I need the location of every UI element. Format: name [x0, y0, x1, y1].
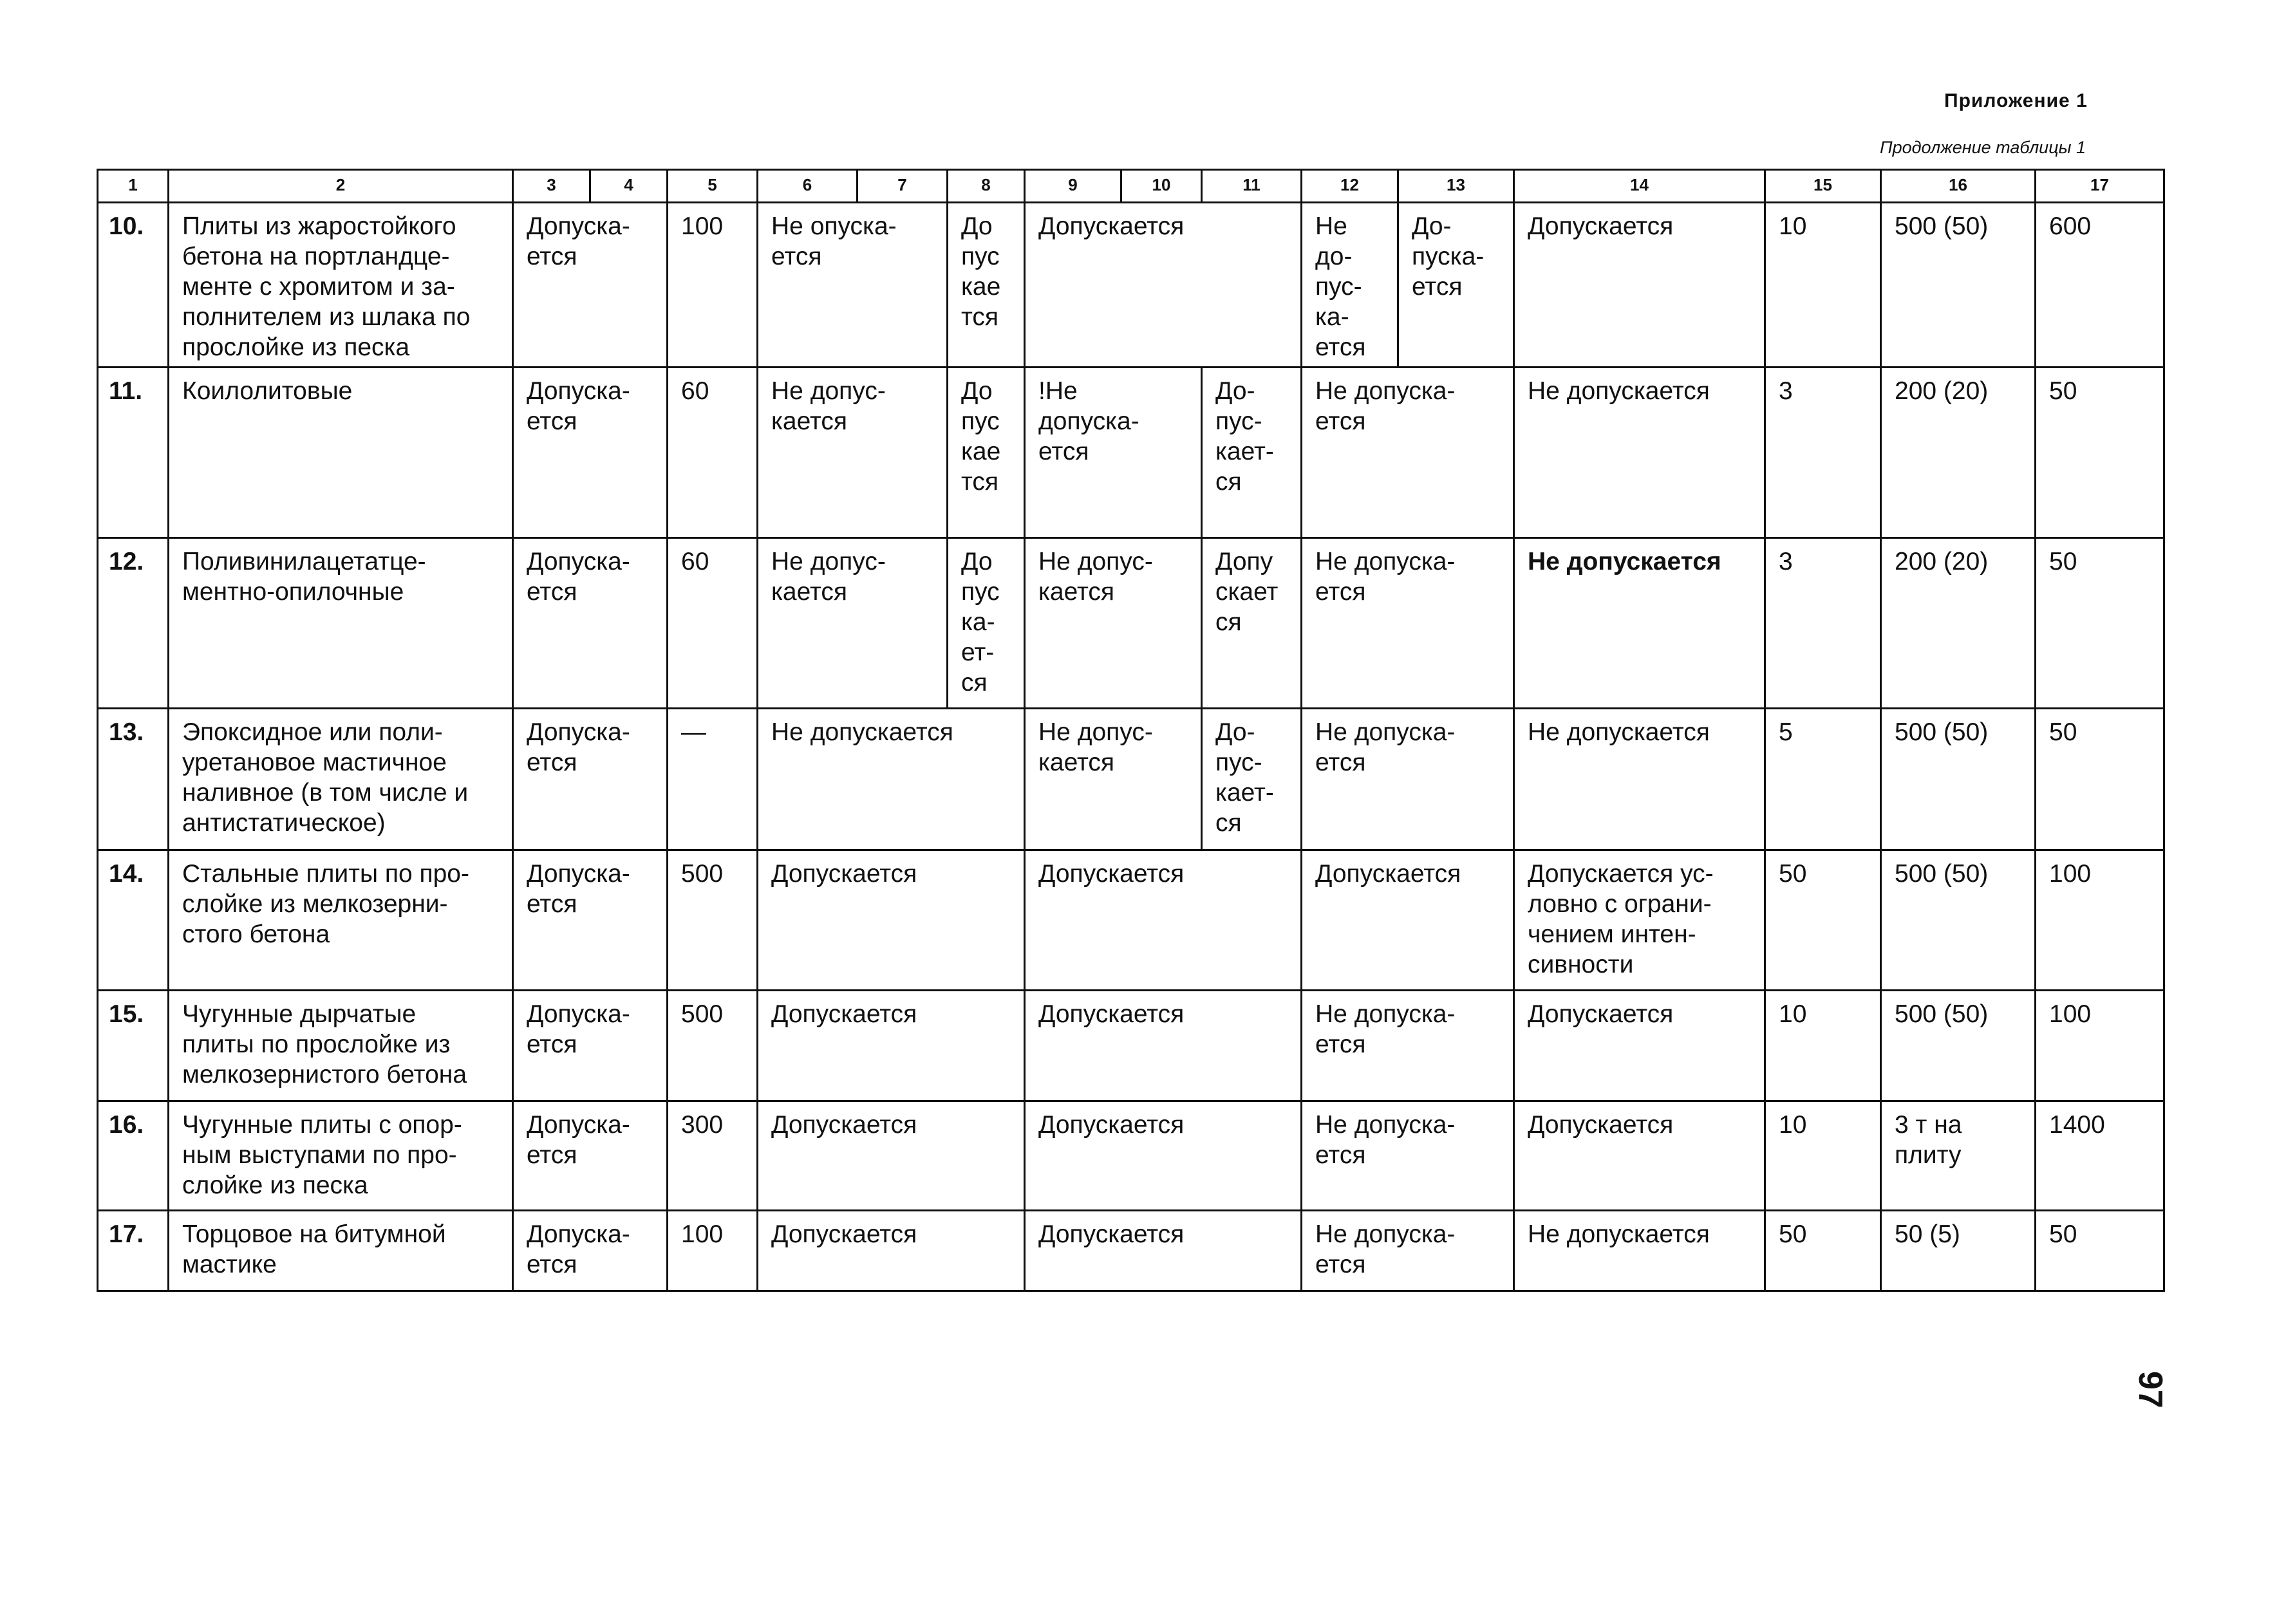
cell: Допускается	[1025, 203, 1302, 368]
cell: 100	[668, 1211, 758, 1291]
row-name: Чугунные плиты с опор- ным выступами по про- слойке из песка	[169, 1101, 513, 1211]
cell: 50	[1765, 850, 1881, 991]
cell: Допускается	[1302, 850, 1514, 991]
cell: Не допускается	[1514, 538, 1765, 709]
cell: Допуска- ется	[513, 850, 668, 991]
cell: 60	[668, 368, 758, 538]
cell: До пус кае тся	[948, 368, 1025, 538]
table-row	[98, 850, 2164, 991]
cell: 60	[668, 538, 758, 709]
column-number: 12	[1302, 170, 1398, 203]
cell: Не допускается	[758, 709, 1025, 850]
cell: Допуска- ется	[513, 203, 668, 368]
cell: 5	[1765, 709, 1881, 850]
cell: Не допускается	[1514, 368, 1765, 538]
column-number: 3	[513, 170, 590, 203]
cell: Не допуска- ется	[1302, 368, 1514, 538]
row-name: Чугунные дырчатые плиты по прослойке из мелкозернистого бетона	[169, 991, 513, 1101]
row-number: 14.	[98, 850, 169, 991]
row-number: 12.	[98, 538, 169, 709]
appendix-label: Приложение 1	[1944, 90, 2088, 111]
cell: 3	[1765, 368, 1881, 538]
row-number: 13.	[98, 709, 169, 850]
cell: Допускается	[1514, 1101, 1765, 1211]
row-number: 11.	[98, 368, 169, 538]
column-number-row	[98, 170, 2164, 203]
table-row	[98, 538, 2164, 709]
cell: Не допускается	[1514, 1211, 1765, 1291]
column-number: 5	[668, 170, 758, 203]
cell: Допуска- ется	[513, 368, 668, 538]
cell: —	[668, 709, 758, 850]
cell: Допускается	[1514, 991, 1765, 1101]
cell: 500 (50)	[1881, 991, 2036, 1101]
row-number: 15.	[98, 991, 169, 1101]
cell: Допускается	[1025, 1211, 1302, 1291]
row-number: 16.	[98, 1101, 169, 1211]
table-row	[98, 1101, 2164, 1211]
cell: 50	[2036, 709, 2164, 850]
row-name: Плиты из жаростойкого бетона на портландце- менте с хромитом и за- полнителем из шлака по прослойке из песка	[169, 203, 513, 368]
cell: До пус кае тся	[948, 203, 1025, 368]
cell: 50	[2036, 1211, 2164, 1291]
column-number: 9	[1025, 170, 1121, 203]
cell: Допускается	[1025, 991, 1302, 1101]
cell: Допускается	[1514, 203, 1765, 368]
cell: 500 (50)	[1881, 203, 2036, 368]
cell: 10	[1765, 203, 1881, 368]
column-number: 2	[169, 170, 513, 203]
cell: Допускается	[758, 1211, 1025, 1291]
column-number: 7	[857, 170, 948, 203]
cell: Допуска- ется	[513, 1101, 668, 1211]
cell: 10	[1765, 1101, 1881, 1211]
cell: 50	[2036, 368, 2164, 538]
column-number: 4	[590, 170, 668, 203]
cell: Допуска- ется	[513, 1211, 668, 1291]
cell: 200 (20)	[1881, 538, 2036, 709]
cell: Допуска- ется	[513, 709, 668, 850]
cell: Допускается	[758, 991, 1025, 1101]
table-row	[98, 1211, 2164, 1291]
cell: 10	[1765, 991, 1881, 1101]
row-name: Поливинилацетатце- ментно-опилочные	[169, 538, 513, 709]
cell: Не допускается	[1514, 709, 1765, 850]
column-number: 1	[98, 170, 169, 203]
row-name: Торцовое на битумной мастике	[169, 1211, 513, 1291]
row-number: 10.	[98, 203, 169, 368]
cell: 600	[2036, 203, 2164, 368]
cell: Допускается ус- ловно с ограни- чением интен- сивности	[1514, 850, 1765, 991]
column-number: 17	[2036, 170, 2164, 203]
cell: !Не допуска- ется	[1025, 368, 1202, 538]
cell: 300	[668, 1101, 758, 1211]
cell: Не допус- кается	[758, 368, 948, 538]
cell: 500	[668, 850, 758, 991]
cell: Не допуска- ется	[1302, 991, 1514, 1101]
cell: Не допус- кается	[758, 538, 948, 709]
column-number: 8	[948, 170, 1025, 203]
cell: 3 т на плиту	[1881, 1101, 2036, 1211]
cell: 100	[668, 203, 758, 368]
row-name: Коилолитовые	[169, 368, 513, 538]
table-row	[98, 368, 2164, 538]
table-row	[98, 203, 2164, 368]
row-name: Эпоксидное или поли- уретановое мастичное наливное (в том числе и антистатическое)	[169, 709, 513, 850]
cell: Допускается	[1025, 850, 1302, 991]
cell: Не допус- кается	[1025, 709, 1202, 850]
cell: Допускается	[758, 850, 1025, 991]
table-row	[98, 709, 2164, 850]
column-number: 10	[1121, 170, 1202, 203]
cell: Не допуска- ется	[1302, 1211, 1514, 1291]
cell: 500	[668, 991, 758, 1101]
column-number: 6	[758, 170, 857, 203]
cell: Не до- пус- ка- ется	[1302, 203, 1398, 368]
cell: Допуска- ется	[513, 538, 668, 709]
column-number: 15	[1765, 170, 1881, 203]
cell: 100	[2036, 991, 2164, 1101]
cell: Допу скает ся	[1202, 538, 1302, 709]
page-number: 97	[2132, 1371, 2169, 1408]
column-number: 13	[1398, 170, 1514, 203]
cell: Не допуска- ется	[1302, 538, 1514, 709]
table-continuation-label: Продолжение таблицы 1	[1880, 138, 2086, 157]
cell: 200 (20)	[1881, 368, 2036, 538]
column-number: 14	[1514, 170, 1765, 203]
cell: Не допуска- ется	[1302, 709, 1514, 850]
cell: 100	[2036, 850, 2164, 991]
cell: 500 (50)	[1881, 709, 2036, 850]
cell: Допускается	[758, 1101, 1025, 1211]
row-name: Стальные плиты по про- слойке из мелкозерни- стого бетона	[169, 850, 513, 991]
cell: До- пус- кает- ся	[1202, 709, 1302, 850]
cell: До- пуска- ется	[1398, 203, 1514, 368]
cell: Не допуска- ется	[1302, 1101, 1514, 1211]
table-row	[98, 991, 2164, 1101]
cell: До пус ка- ет- ся	[948, 538, 1025, 709]
column-number: 11	[1202, 170, 1302, 203]
column-number: 16	[1881, 170, 2036, 203]
row-number: 17.	[98, 1211, 169, 1291]
cell: 1400	[2036, 1101, 2164, 1211]
cell: 500 (50)	[1881, 850, 2036, 991]
cell: 50	[2036, 538, 2164, 709]
requirements-table	[97, 169, 2165, 1292]
cell: 3	[1765, 538, 1881, 709]
cell: До- пус- кает- ся	[1202, 368, 1302, 538]
cell: Не опуска- ется	[758, 203, 948, 368]
cell: 50	[1765, 1211, 1881, 1291]
cell: Допускается	[1025, 1101, 1302, 1211]
cell: Допуска- ется	[513, 991, 668, 1101]
cell: 50 (5)	[1881, 1211, 2036, 1291]
cell: Не допус- кается	[1025, 538, 1202, 709]
